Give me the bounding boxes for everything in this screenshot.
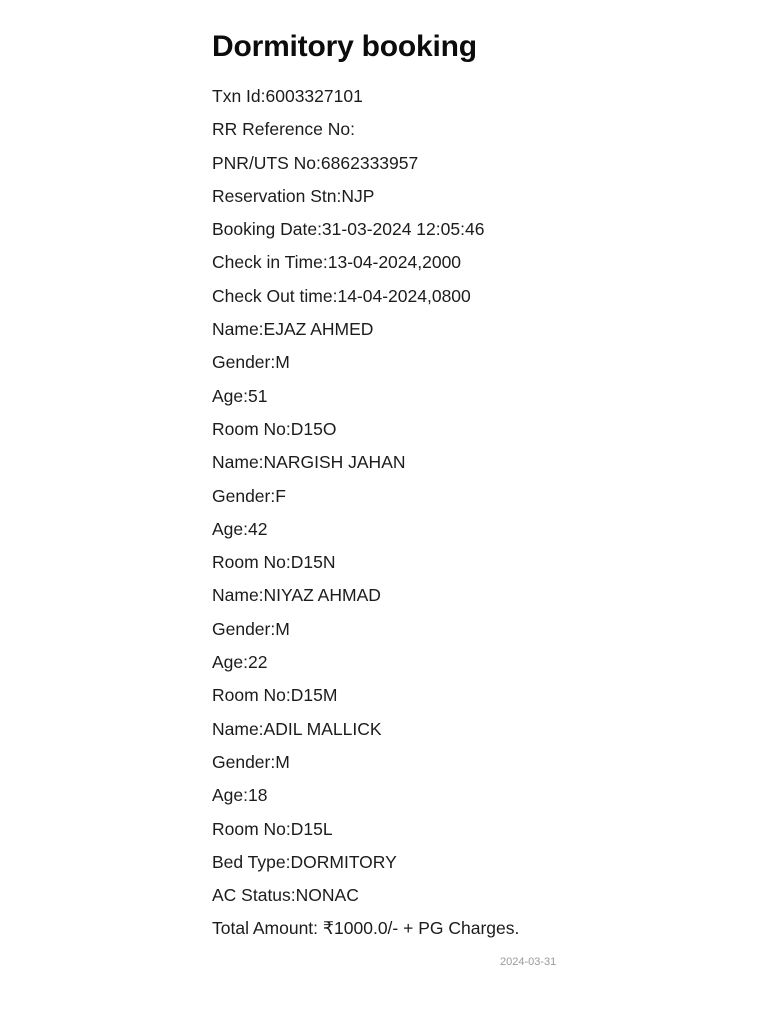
detail-booking-date: Booking Date:31-03-2024 12:05:46 (212, 219, 485, 240)
guest-3-room: Room No:D15M (212, 685, 338, 706)
detail-reservation-station: Reservation Stn:NJP (212, 185, 375, 206)
guest-2-gender: Gender:F (212, 485, 286, 506)
guest-4-room: Room No:D15L (212, 818, 333, 839)
guest-4-gender: Gender:M (212, 751, 290, 772)
guest-3-name: Name:NIYAZ AHMAD (212, 585, 381, 606)
guest-2-age: Age:42 (212, 518, 268, 539)
detail-ac-status: AC Status:NONAC (212, 885, 359, 906)
guest-3-age: Age:22 (212, 652, 268, 673)
guest-1-gender: Gender:M (212, 352, 290, 373)
guest-1-room: Room No:D15O (212, 418, 337, 439)
detail-txn-id: Txn Id:6003327101 (212, 86, 363, 106)
guest-1-age: Age:51 (212, 385, 268, 406)
detail-rr-reference: RR Reference No: (212, 119, 355, 140)
guest-2-room: Room No:D15N (212, 552, 336, 573)
guest-3-gender: Gender:M (212, 618, 290, 639)
detail-bed-type: Bed Type:DORMITORY (212, 851, 397, 872)
detail-total-amount: Total Amount: ₹1000.0/- + PG Charges. (212, 918, 520, 939)
page-title: Dormitory booking (212, 30, 477, 63)
guest-4-name: Name:ADIL MALLICK (212, 718, 382, 739)
detail-check-out-time: Check Out time:14-04-2024,0800 (212, 285, 471, 306)
detail-pnr: PNR/UTS No:6862333957 (212, 152, 419, 173)
booking-details-list (212, 84, 519, 950)
guest-2-name: Name:NARGISH JAHAN (212, 452, 406, 473)
detail-check-in-time: Check in Time:13-04-2024,2000 (212, 252, 462, 273)
guest-4-age: Age:18 (212, 785, 268, 806)
timestamp: 2024-03-31 (500, 956, 557, 968)
guest-1-name: Name:EJAZ AHMED (212, 319, 374, 340)
